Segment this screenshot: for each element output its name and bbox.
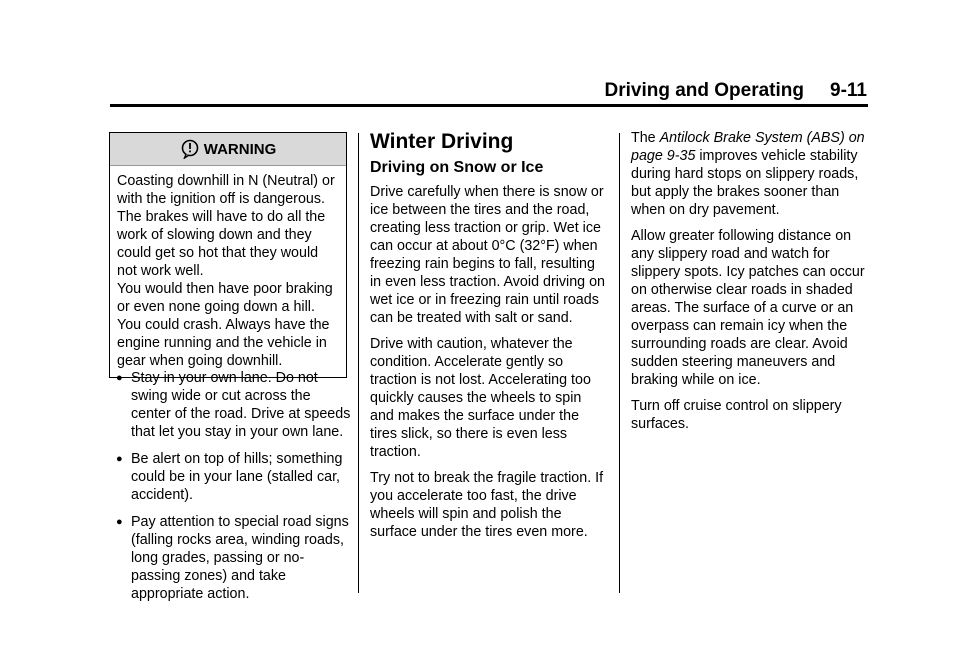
paragraph: Allow greater following distance on any slippery road and watch for slippery spots. Icy patches can occur on otherwise clear roads in shaded areas. The surface of a curve or an overpass can remain icy when the surrounding roads are clear. Avoid sudden steering maneuvers and braking while on ice.: [631, 228, 865, 388]
middle-column: [370, 183, 606, 549]
list-item-text: Pay attention to special road signs (falling rocks area, winding roads, long grades, passing or no-passing zones) and take appropriate action.: [131, 514, 349, 602]
column-divider: [619, 133, 620, 593]
warning-icon: [180, 139, 200, 159]
list-item-text: Be alert on top of hills; something could be in your lane (stalled car, accident).: [131, 451, 343, 503]
header-title: Driving and Operating: [604, 80, 805, 101]
warning-text: Coasting downhill in N (Neutral) or with the ignition off is dangerous. The brakes will have to do all the work of slowing down and they could get so hot that they would not work well.: [117, 173, 335, 279]
paragraph: Drive with caution, whatever the condition. Accelerate gently so traction is not lost. Accelerating too quickly causes the wheels to spin and makes the surface under the tires slick, so there is even less traction.: [370, 336, 591, 460]
page-header: [604, 80, 867, 102]
paragraph: Drive carefully when there is snow or ice between the tires and the road, creating less traction or grip. Wet ice can occur at about 0°C (32°F) when freezing rain begins to fall, resulting in even less traction. Avoid driving on wet ice or in freezing rain until roads can be treated with salt or sand.: [370, 184, 605, 326]
bullet-list: [116, 369, 352, 612]
section-subtitle: Driving on Snow or Ice: [370, 159, 544, 176]
warning-header: [110, 133, 346, 166]
paragraph: Turn off cruise control on slippery surfaces.: [631, 398, 842, 432]
abs-page-reference-link[interactable]: Antilock Brake System (ABS) on page 9-35: [631, 130, 865, 164]
header-rule: [110, 104, 868, 107]
warning-body: [110, 166, 346, 377]
list-item: ● Pay attention to special road signs (falling rocks area, winding roads, long grades, passing or no-passing zones) and take appropriate action.: [116, 514, 349, 602]
right-column: [631, 129, 871, 441]
list-item: ● Be alert on top of hills; something could be in your lane (stalled car, accident).: [116, 451, 343, 503]
warning-label: WARNING: [203, 140, 277, 158]
paragraph: The Antilock Brake System (ABS) on page 9-35 improves vehicle stability during hard stops on slippery roads, but apply the brakes sooner than when on dry pavement.: [631, 130, 865, 218]
list-item: ● Stay in your own lane. Do not swing wide or cut across the center of the road. Drive at speeds that let you stay in your own lane.: [116, 370, 351, 440]
paragraph: Try not to break the fragile traction. If you accelerate too fast, the drive wheels will spin and polish the surface under the tires even more.: [370, 470, 604, 540]
warning-text: You would then have poor braking or even none going down a hill. You could crash. Always have the engine running and the vehicle in gear when going downhill.: [117, 281, 333, 369]
column-divider: [358, 133, 359, 593]
list-item-text: Stay in your own lane. Do not swing wide or cut across the center of the road. Drive at speeds that let you stay in your own lane.: [131, 370, 351, 440]
page-number: 9-11: [830, 80, 867, 101]
warning-box: [109, 132, 347, 378]
section-title: Winter Driving: [370, 130, 514, 153]
